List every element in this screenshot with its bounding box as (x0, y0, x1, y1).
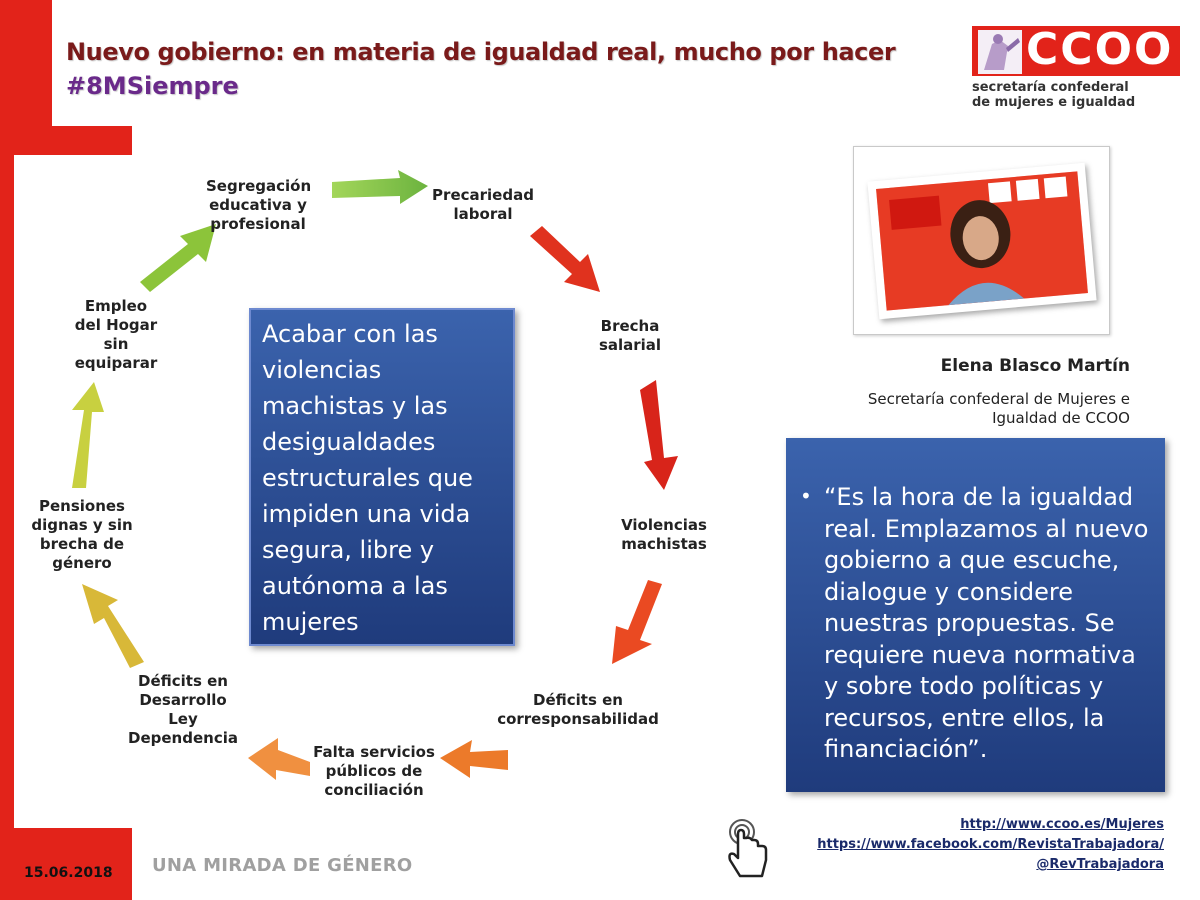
cycle-label-brecha: Brecha salarial (598, 317, 662, 354)
cycle-label-precariedad: Precariedad laboral (432, 186, 534, 223)
person-role-2: Igualdad de CCOO (992, 409, 1130, 427)
cycle-label-dependencia: Déficits en Desarrollo Ley Dependencia (128, 672, 238, 747)
arrow-8 (72, 382, 104, 488)
logo-subtitle-2: de mujeres e igualdad (972, 95, 1136, 110)
cycle-label-segregacion: Segregación educativa y profesional (206, 177, 312, 233)
person-role-1: Secretaría confederal de Mujeres e (867, 390, 1130, 408)
quote-text: “Es la hora de la igualdad real. Emplazamos al nuevo gobierno a que escuche, dialogue y considere nuestras propuestas. Se requiere nueva normativa y sobre todo políticas y recursos, entre ellos, la financiación”. (824, 483, 1149, 763)
hand-pointer-icon (724, 818, 772, 882)
cycle-label-corresponsabilidad: Déficits en corresponsabilidad (497, 691, 659, 728)
link-facebook[interactable]: https://www.facebook.com/RevistaTrabajadora/ (817, 837, 1164, 852)
hashtag: #8MSiempre (66, 72, 239, 100)
person-name: Elena Blasco Martín (940, 356, 1130, 376)
footer-date: 15.06.2018 (24, 865, 113, 881)
logo-subtitle-1: secretaría confederal (972, 80, 1129, 95)
logo-wordmark: CCOO (1026, 24, 1174, 75)
arrow-9 (140, 224, 216, 292)
arrow-2 (530, 226, 600, 292)
arrow-1 (332, 170, 428, 204)
link-ccoo-mujeres[interactable]: http://www.ccoo.es/Mujeres (960, 817, 1164, 832)
arrow-4 (612, 580, 662, 664)
arrow-3 (640, 380, 678, 490)
portrait-photo (867, 163, 1096, 319)
cycle-label-pensiones: Pensiones dignas y sin brecha de género (31, 497, 133, 572)
arrow-7 (82, 584, 144, 668)
arrow-6 (248, 738, 310, 780)
cycle-label-empleo-hogar: Empleo del Hogar sin equiparar (74, 297, 158, 372)
arrow-5 (440, 740, 508, 778)
cycle-label-conciliacion: Falta servicios públicos de conciliación (313, 743, 435, 799)
link-twitter[interactable]: @RevTrabajadora (1036, 857, 1164, 872)
page-title: Nuevo gobierno: en materia de igualdad real, mucho por hacer (66, 38, 896, 66)
cycle-label-violencias: Violencias machistas (621, 516, 707, 553)
center-text: Acabar con las violencias machistas y las desigualdades estructurales que impiden una vida segura, libre y autónoma a las mujeres (262, 320, 473, 636)
footer-section: UNA MIRADA DE GÉNERO (152, 855, 413, 876)
quote-bullet: • (800, 484, 812, 508)
